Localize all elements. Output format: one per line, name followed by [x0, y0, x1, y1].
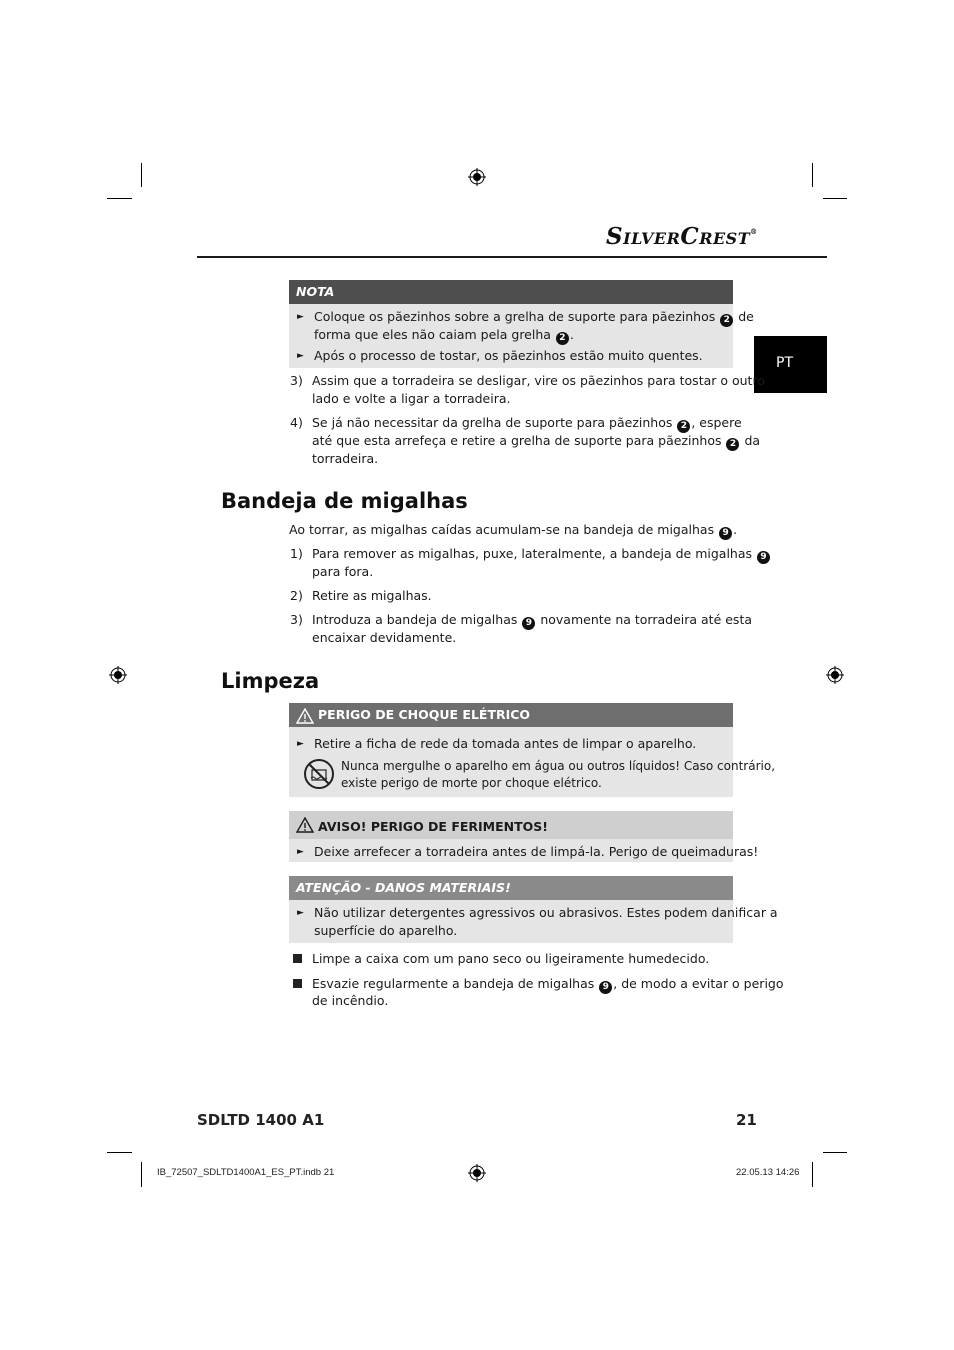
step-text: Se já não necessitar da grelha de suporte para pãezinhos 2 , espere: [312, 415, 742, 431]
arrow-bullet-icon: ►: [297, 312, 304, 322]
note-heading: NOTA: [289, 280, 733, 304]
registration-mark-icon: [109, 666, 127, 684]
step-text: para fora.: [312, 564, 374, 579]
page-number: 21: [736, 1111, 757, 1129]
section-title-crumb-tray: Bandeja de migalhas: [221, 489, 468, 513]
cleaning-bullet: Esvazie regularmente a bandeja de migalhas 9 , de modo a evitar o perigo: [312, 976, 784, 992]
note-item: Coloque os pãezinhos sobre a grelha de suporte para pãezinhos 2 de: [314, 309, 754, 325]
no-immersion-icon: [303, 758, 335, 790]
arrow-bullet-icon: ►: [297, 908, 304, 918]
step-number: 3): [290, 373, 303, 388]
note-item: forma que eles não caiam pela grelha 2 .: [314, 327, 574, 343]
square-bullet-icon: [293, 954, 302, 963]
crop-mark: [823, 1152, 847, 1153]
step-text: Para remover as migalhas, puxe, lateralmente, a bandeja de migalhas 9: [312, 545, 771, 564]
step-number: 2): [290, 588, 303, 603]
crop-mark: [823, 198, 847, 199]
arrow-bullet-icon: ►: [297, 739, 304, 749]
danger-note: Nunca mergulhe o aparelho em água ou outros líquidos! Caso contrário,: [341, 759, 776, 773]
crop-mark: [141, 163, 142, 187]
attention-heading: ATENÇÃO - DANOS MATERIAIS!: [289, 876, 733, 900]
crop-mark: [107, 198, 132, 199]
header-rule: [197, 256, 827, 258]
crumb-tray-intro: Ao torrar, as migalhas caídas acumulam-se na bandeja de migalhas 9 .: [289, 522, 738, 538]
attention-item: Não utilizar detergentes agressivos ou abrasivos. Estes podem danificar a: [314, 905, 778, 920]
cleaning-bullet: Limpe a caixa com um pano seco ou ligeiramente humedecido.: [312, 951, 710, 966]
step-text: Assim que a torradeira se desligar, vire os pãezinhos para tostar o outro: [312, 373, 765, 388]
crop-mark: [812, 163, 813, 187]
slug-date: 22.05.13 14:26: [736, 1167, 800, 1178]
step-text: até que esta arrefeça e retire a grelha de suporte para pãezinhos 2 da: [312, 433, 761, 449]
danger-item: Retire a ficha de rede da tomada antes de limpar o aparelho.: [314, 736, 697, 751]
registration-mark-icon: [468, 168, 486, 186]
crop-mark: [812, 1162, 813, 1187]
danger-note: existe perigo de morte por choque elétrico.: [341, 776, 602, 790]
step-text: lado e volte a ligar a torradeira.: [312, 391, 511, 406]
step-text: Retire as migalhas.: [312, 588, 432, 603]
silvercrest-logo: SILVERCREST®: [606, 223, 758, 250]
section-title-cleaning: Limpeza: [221, 669, 320, 693]
warning-triangle-icon: [296, 817, 314, 833]
attention-item: superfície do aparelho.: [314, 923, 458, 938]
registration-mark-icon: [826, 666, 844, 684]
warning-heading: AVISO! PERIGO DE FERIMENTOS!: [289, 811, 733, 839]
arrow-bullet-icon: ►: [297, 847, 304, 857]
crop-mark: [107, 1152, 132, 1153]
warning-item: Deixe arrefecer a torradeira antes de limpá-la. Perigo de queimaduras!: [314, 844, 759, 859]
danger-heading: PERIGO DE CHOQUE ELÉTRICO: [289, 703, 733, 727]
step-number: 1): [290, 546, 303, 561]
language-tab: PT: [754, 336, 827, 393]
step-text: torradeira.: [312, 451, 379, 466]
model-number: SDLTD 1400 A1: [197, 1111, 325, 1129]
note-item: Após o processo de tostar, os pãezinhos estão muito quentes.: [314, 348, 703, 363]
warning-triangle-icon: [296, 708, 314, 724]
step-text: Introduza a bandeja de migalhas 9 novamente na torradeira até esta: [312, 612, 753, 628]
step-number: 4): [290, 415, 303, 430]
registration-mark-icon: [468, 1164, 486, 1182]
step-text: encaixar devidamente.: [312, 630, 457, 645]
cleaning-bullet: de incêndio.: [312, 993, 389, 1008]
crop-mark: [141, 1162, 142, 1187]
arrow-bullet-icon: ►: [297, 351, 304, 361]
square-bullet-icon: [293, 979, 302, 988]
step-number: 3): [290, 612, 303, 627]
slug-file: IB_72507_SDLTD1400A1_ES_PT.indb 21: [157, 1167, 335, 1178]
